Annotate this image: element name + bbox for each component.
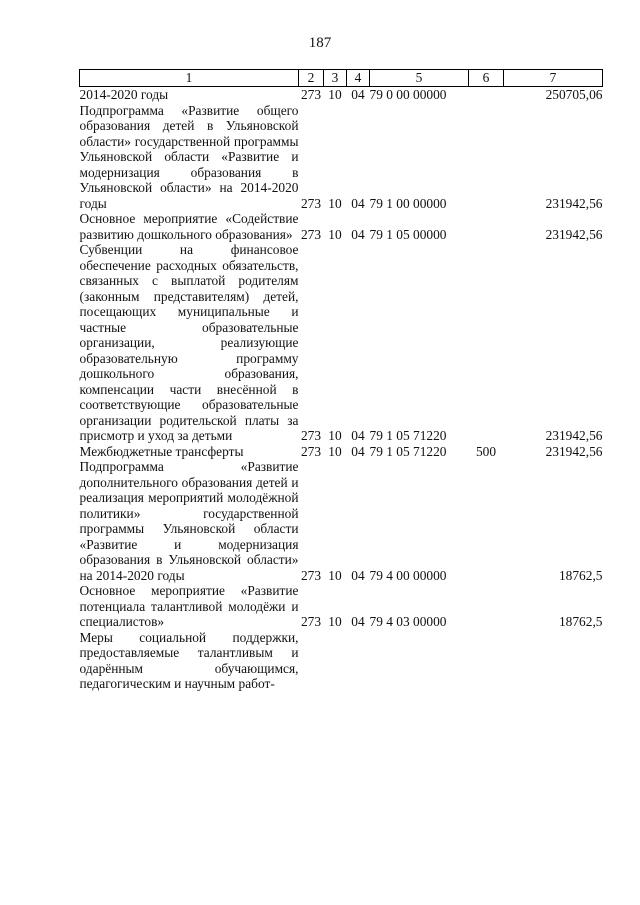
table-body <box>80 87 603 692</box>
row-subsection-code: 04 <box>351 226 365 242</box>
row-target-code: 79 1 05 00000 <box>369 226 447 242</box>
row-amount: 250705,06 <box>545 87 603 102</box>
row-name: Меры социальной поддержки, предоставляемые талантливым и одарённым обучающимся, педагогическим и научным работ- <box>79 629 299 691</box>
row-section-code: 10 <box>328 614 342 629</box>
table-row <box>80 630 603 692</box>
row-amount: 231942,56 <box>545 195 603 211</box>
row-ministry-code: 273 <box>300 226 322 242</box>
row-subsection-code: 04 <box>351 428 365 443</box>
header-row <box>80 70 603 87</box>
row-target-code <box>370 630 469 692</box>
row-expense-type <box>469 242 504 444</box>
table-row <box>80 459 603 583</box>
row-name: Основное мероприятие «Содействие развитию дошкольного образования» <box>79 211 299 242</box>
row-target-code: 79 0 00 00000 <box>369 87 447 102</box>
table-row <box>80 444 603 460</box>
row-subsection-code: 04 <box>351 443 365 459</box>
row-expense-type <box>469 630 504 692</box>
row-target-code: 79 1 05 71220 <box>369 428 447 443</box>
row-ministry-code: 273 <box>300 195 322 211</box>
row-subsection-code <box>347 630 370 692</box>
row-ministry-code: 273 <box>300 614 322 629</box>
budget-table <box>79 69 603 692</box>
header-col-1: 1 <box>80 70 299 87</box>
row-expense-type <box>469 459 504 583</box>
row-subsection-code: 04 <box>351 567 365 583</box>
header-col-6: 6 <box>469 70 504 87</box>
row-expense-type <box>469 87 504 103</box>
row-subsection-code: 04 <box>351 614 365 629</box>
row-expense-type <box>469 103 504 212</box>
table-row <box>80 103 603 212</box>
table-row <box>80 583 603 630</box>
row-target-code: 79 1 00 00000 <box>369 195 447 211</box>
table-header <box>80 70 603 87</box>
row-section-code: 10 <box>328 428 342 443</box>
row-name: Межбюджетные трансферты <box>79 443 244 459</box>
table-row <box>80 211 603 242</box>
header-col-2: 2 <box>299 70 324 87</box>
row-section-code: 10 <box>328 443 342 459</box>
row-name: Подпрограмма «Развитие общего образования детей в Ульяновской области» государственной программы Ульяновской области «Развитие и модернизация образования в Ульяновской области» на 2014-2020 годы <box>79 102 299 211</box>
row-target-code: 79 4 00 00000 <box>369 567 447 583</box>
row-target-code: 79 4 03 00000 <box>369 614 447 629</box>
row-subsection-code: 04 <box>351 195 365 211</box>
header-col-5: 5 <box>370 70 469 87</box>
row-name: Субвенции на финансовое обеспечение расходных обязательств, связанных с выплатой родителям (законным представителям) детей, посещающих муниципальные и частные образовательные организации, реализующие образовательную программу дошкольного образования, компенсации части внесённой в соответствующие образовательные организации родительской платы за присмотр и уход за детьми <box>79 242 299 443</box>
row-name: Подпрограмма «Развитие дополнительного образования детей и реализация мероприятий молодёжной политики» государственной программы Ульяновской области «Развитие и модернизация образования в Ульяновской области» на 2014-2020 годы <box>79 459 299 583</box>
row-ministry-code: 273 <box>300 428 322 443</box>
row-ministry-code: 273 <box>300 87 322 102</box>
row-amount: 231942,56 <box>545 226 603 242</box>
table-row <box>80 242 603 444</box>
row-amount <box>504 630 603 692</box>
table-row <box>80 87 603 103</box>
row-target-code: 79 1 05 71220 <box>369 443 447 459</box>
row-section-code: 10 <box>328 195 342 211</box>
row-expense-type <box>469 583 504 630</box>
row-ministry-code: 273 <box>300 567 322 583</box>
page-number: 187 <box>308 35 332 51</box>
row-ministry-code <box>299 630 324 692</box>
row-amount: 231942,56 <box>545 428 603 443</box>
header-col-3: 3 <box>324 70 347 87</box>
row-ministry-code: 273 <box>300 443 322 459</box>
row-amount: 231942,56 <box>545 443 603 459</box>
row-subsection-code: 04 <box>351 87 365 102</box>
header-col-4: 4 <box>347 70 370 87</box>
row-section-code <box>324 630 347 692</box>
row-name: 2014-2020 годы <box>79 87 169 102</box>
row-section-code: 10 <box>328 567 342 583</box>
row-section-code: 10 <box>328 226 342 242</box>
row-expense-type: 500 <box>475 443 497 459</box>
row-section-code: 10 <box>328 87 342 102</box>
row-amount: 18762,5 <box>558 567 603 583</box>
row-expense-type <box>469 211 504 242</box>
header-col-7: 7 <box>504 70 603 87</box>
row-name: Основное мероприятие «Развитие потенциала талантливой молодёжи и специалистов» <box>79 583 299 629</box>
row-amount: 18762,5 <box>558 614 603 629</box>
